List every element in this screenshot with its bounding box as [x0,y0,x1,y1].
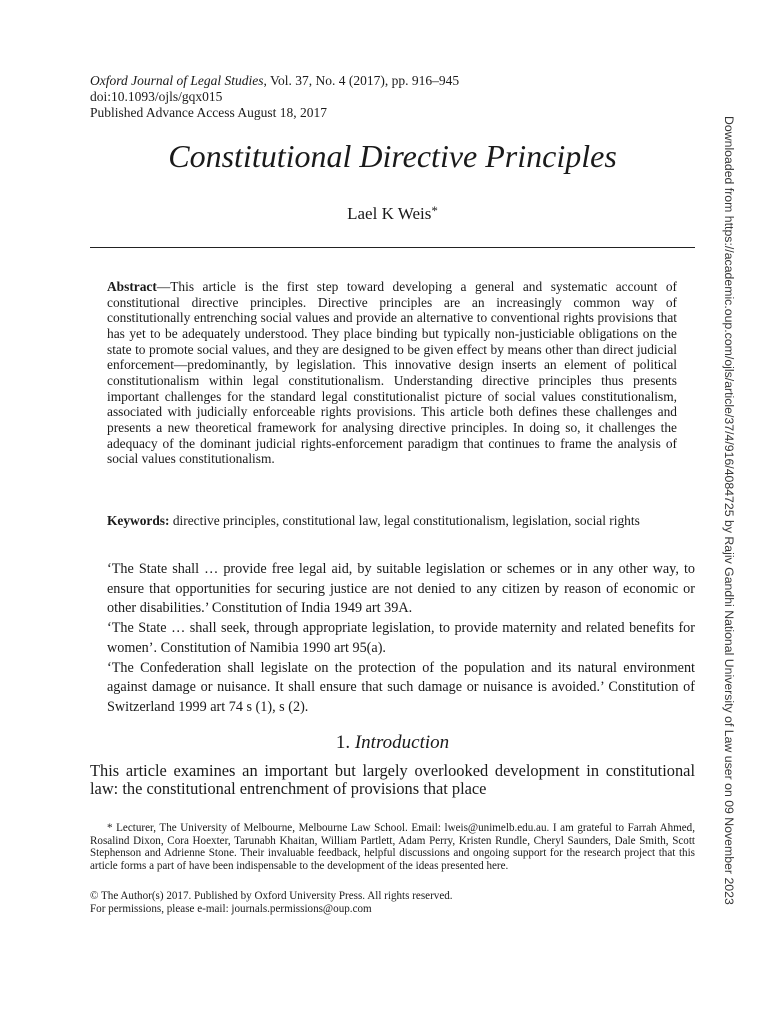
epigraphs [107,560,695,718]
abstract [107,279,677,467]
intro-paragraph: This article examines an important but largely overlooked development in constitutional law: the constitutional entrenchment of provisions that place [90,761,695,798]
journal-citation [90,73,459,89]
permissions-notice: For permissions, please e-mail: journals.permissions@oup.com [90,903,372,915]
keywords [107,513,677,529]
keywords-label: Keywords: [107,513,170,528]
section-title: Introduction [354,732,450,753]
volume-issue-pages: , Vol. 37, No. 4 (2017), pp. 916–945 [263,73,460,88]
section-heading [90,731,695,755]
author-name: Lael K Weis [347,204,432,223]
published-date: Published Advance Access August 18, 2017 [90,105,327,120]
download-watermark: Downloaded from https://academic.oup.com/ojls/article/37/4/916/4084725 by Rajiv Gandhi National University of Law user on 09 November 2023 [722,116,736,905]
author-footnote: * Lecturer, The University of Melbourne, Melbourne Law School. Email: lweis@unimelb.edu.au. I am grateful to Farrah Ahmed, Rosalind Dixon, Cora Hoexter, Tarunabh Khaitan, William Partlett, Adam Perry, Kristen Rundle, Cheryl Saunders, Dale Smith, Scott Stephenson and Adrienne Stone. Their invaluable feedback, helpful discussions and ongoing support for the research project that this article forms a part of have been indispensable to the development of the ideas presented here. [90,822,695,872]
title-divider [90,247,695,248]
copyright-notice: © The Author(s) 2017. Published by Oxford University Press. All rights reserved. [90,890,453,902]
epigraph-namibia: ‘The State … shall seek, through appropriate legislation, to provide maternity and related benefits for women’. Constitution of Namibia 1990 art 95(a). [107,620,695,656]
epigraph-india: ‘The State shall … provide free legal aid, by suitable legislation or schemes or in any other way, to ensure that opportunities for securing justice are not denied to any citizen by reason of economic or other disabilities.’ Constitution of India 1949 art 39A. [107,561,695,617]
author-line [90,200,695,225]
epigraph-switzerland: ‘The Confederation shall legislate on the protection of the population and its natural environment against damage or nuisance. It shall ensure that such damage or nuisance is avoided.’ Constitution of Switzerland 1999 art 74 s (1), s (2). [107,659,695,715]
doi: doi:10.1093/ojls/gqx015 [90,89,223,104]
abstract-text: —This article is the first step toward developing a general and systematic account of constitutional directive principles. Directive principles are an increasingly common way of constitutionally entrenching social values and provide an alternative to conventional rights provisions that has yet to be adequately understood. They place binding but typically non-justiciable obligations on the state to promote social values, and they are designed to be given effect by means other than direct judicial enforcement—predominantly, by legislation. This innovative design inserts an element of political constitutionalism within legal constitutionalism. Understanding directive principles thus presents important challenges for the standard legal constitutionalist picture of social values constitutionalism, associated with judicially enforceable rights provisions. This article both defines these challenges and presents a new theoretical framework for analysing directive principles. In doing so, it challenges the adequacy of the dominant judicial rights-enforcement paradigm that continues to frame the analysis of social values constitutionalism. [107,279,677,467]
author-footnote-mark[interactable]: * [431,203,438,218]
keywords-text: directive principles, constitutional law, legal constitutionalism, legislation, social rights [169,513,640,528]
article-title: Constitutional Directive Principles [168,138,617,174]
abstract-label: Abstract [107,279,157,294]
section-number: 1. [335,732,351,753]
journal-name: Oxford Journal of Legal Studies [90,73,264,88]
